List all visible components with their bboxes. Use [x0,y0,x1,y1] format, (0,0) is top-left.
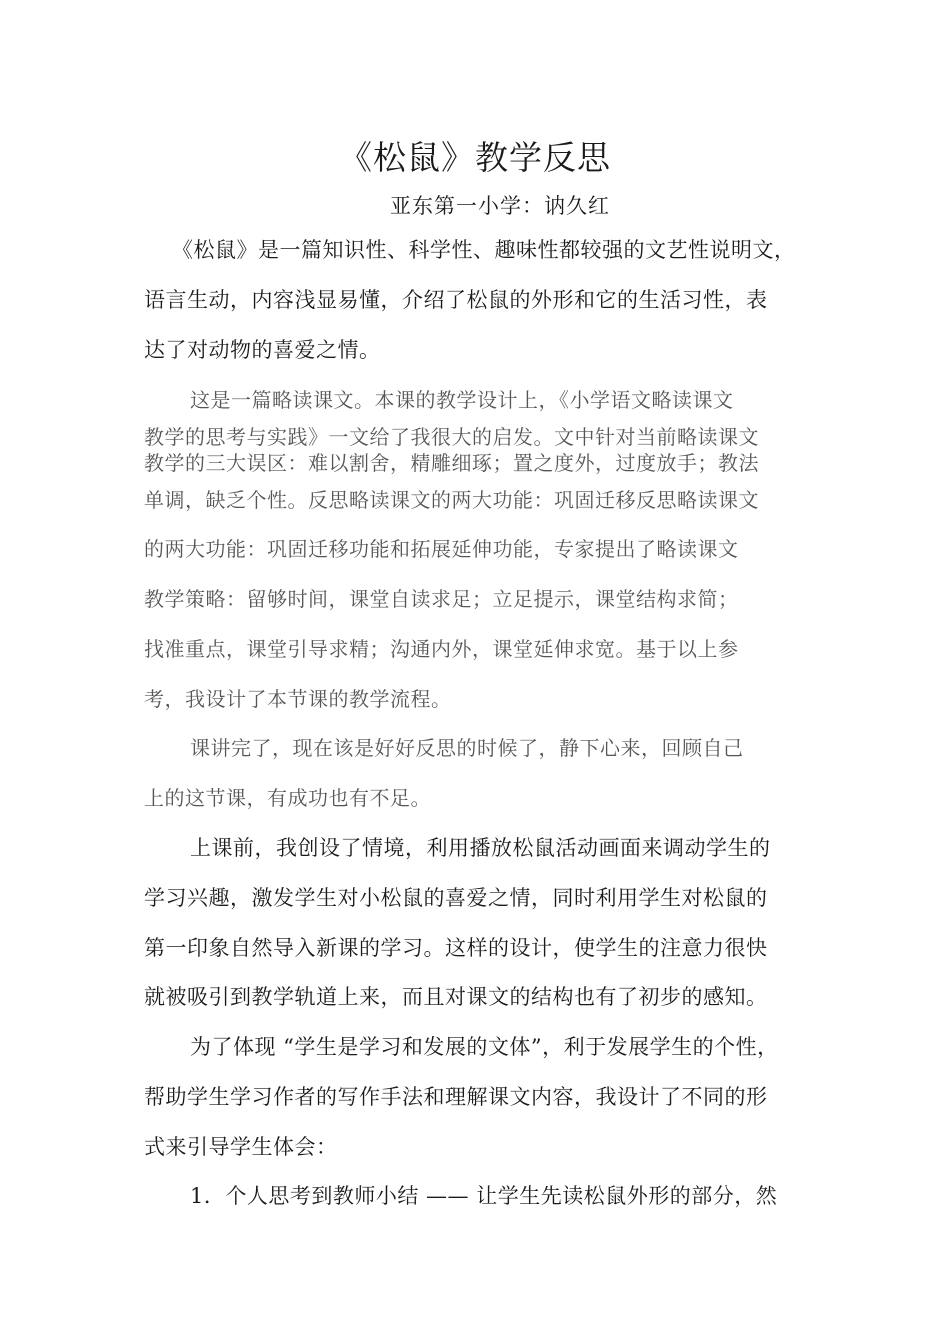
paragraph-line: 为了体现 “学生是学习和发展的文体”，利于发展学生的个性， [190,1035,779,1059]
author-line: 亚东第一小学：讷久红 [390,194,610,218]
paragraph-line: 上课前，我创设了情境，利用播放松鼠活动画面来调动学生的 [190,836,771,860]
paragraph-line: 式来引导学生体会： [144,1135,338,1159]
paragraph-line: 这是一篇略读课文。本课的教学设计上，《小学语文略读课文 [190,388,734,412]
paragraph-line: 教学策略：留够时间，课堂自读求足；立足提示，课堂结构求简； [144,587,739,611]
paragraph-line: 达了对动物的喜爱之情。 [144,338,381,362]
paragraph-line: 找准重点，课堂引导求精；沟通内外，课堂延伸求宽。基于以上参 [144,637,739,661]
paragraph-line: 1．个人思考到教师小结 —— 让学生先读松鼠外形的部分，然 [190,1184,778,1208]
paragraph-line: 第一印象自然导入新课的学习。这样的设计，使学生的注意力很快 [144,936,768,960]
document-title: 《松鼠》教学反思 [339,138,611,177]
paragraph-line: 教学的三大误区：难以割舍，精雕细琢；置之度外，过度放手；教法 [144,451,759,475]
paragraph-line: 《松鼠》是一篇知识性、科学性、趣味性都较强的文艺性说明文， [172,238,796,262]
paragraph-line: 课讲完了，现在该是好好反思的时候了，静下心来，回顾自己 [190,736,744,760]
paragraph-line: 学习兴趣，激发学生对小松鼠的喜爱之情，同时利用学生对松鼠的 [144,886,768,910]
paragraph-line: 就被吸引到教学轨道上来，而且对课文的结构也有了初步的感知。 [144,985,768,1009]
paragraph-line: 上的这节课，有成功也有不足。 [144,786,431,810]
paragraph-line: 的两大功能：巩固迁移功能和拓展延伸功能，专家提出了略读课文 [144,537,739,561]
paragraph-line: 语言生动，内容浅显易懂，介绍了松鼠的外形和它的生活习性，表 [144,288,768,312]
paragraph-line: 帮助学生学习作者的写作手法和理解课文内容，我设计了不同的形 [144,1085,768,1109]
paragraph-line: 单调，缺乏个性。反思略读课文的两大功能：巩固迁移反思略读课文 [144,488,759,512]
paragraph-line: 教学的思考与实践》一文给了我很大的启发。文中针对当前略读课文 [144,425,759,449]
paragraph-line: 考，我设计了本节课的教学流程。 [144,687,452,711]
